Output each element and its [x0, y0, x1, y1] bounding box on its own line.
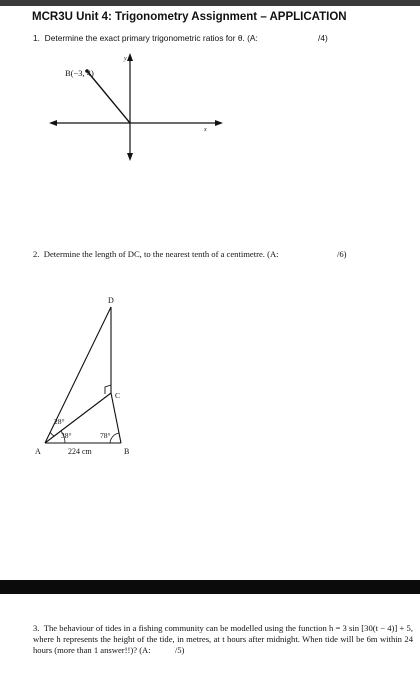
y-axis-label: y	[124, 56, 127, 62]
side-ab-label: 224 cm	[68, 447, 92, 456]
question-2-number: 2.	[33, 249, 40, 259]
question-1-graph	[40, 48, 230, 168]
page-title: MCR3U Unit 4: Trigonometry Assignment – APPLICATION	[32, 11, 347, 23]
question-1-number: 1.	[33, 33, 40, 43]
angle-cab-label: 38°	[61, 431, 72, 440]
point-b-label: B(−3, 4)	[65, 68, 94, 78]
x-axis-label: x	[204, 127, 207, 133]
x-axis-arrow-left	[49, 120, 57, 126]
question-2	[33, 249, 347, 259]
terminal-arm	[87, 71, 130, 123]
angle-b-label: 78°	[100, 431, 111, 440]
question-3-number: 3.	[33, 623, 40, 633]
top-bar	[0, 0, 420, 6]
right-angle-mark	[105, 385, 111, 394]
question-3-marks: /5)	[174, 645, 185, 655]
x-axis-arrow-right	[215, 120, 223, 126]
page-divider-band	[0, 580, 420, 594]
vertex-b-label: B	[124, 447, 130, 456]
question-2-diagram	[30, 290, 140, 465]
question-3-text: The behaviour of tides in a fishing community can be modelled using the function h = 3 sin [30(t − 4)] + 5, where h represents the height of the tide, in metres, at t hours after midnight. When tide will be 6m within 24 hours (more than 1 answer!!)? (A:	[33, 623, 413, 655]
vertex-a-label: A	[35, 447, 41, 456]
angle-arc-b	[110, 433, 119, 443]
question-3	[33, 623, 413, 656]
angle-dac-label: 28°	[54, 417, 65, 426]
question-2-marks: /6)	[337, 249, 347, 259]
side-bc	[111, 393, 121, 443]
question-2-text: Determine the length of DC, to the nearest tenth of a centimetre. (A:	[43, 249, 279, 259]
angle-arc-a-inner	[50, 432, 54, 436]
question-1	[33, 33, 328, 43]
y-axis-arrow-down	[127, 153, 133, 161]
question-1-text: Determine the exact primary trigonometric ratios for θ. (A:	[44, 33, 258, 43]
vertex-c-label: C	[115, 391, 121, 400]
question-1-marks: /4)	[318, 33, 328, 43]
y-axis-arrow-up	[127, 53, 133, 61]
vertex-d-label: D	[108, 296, 114, 305]
